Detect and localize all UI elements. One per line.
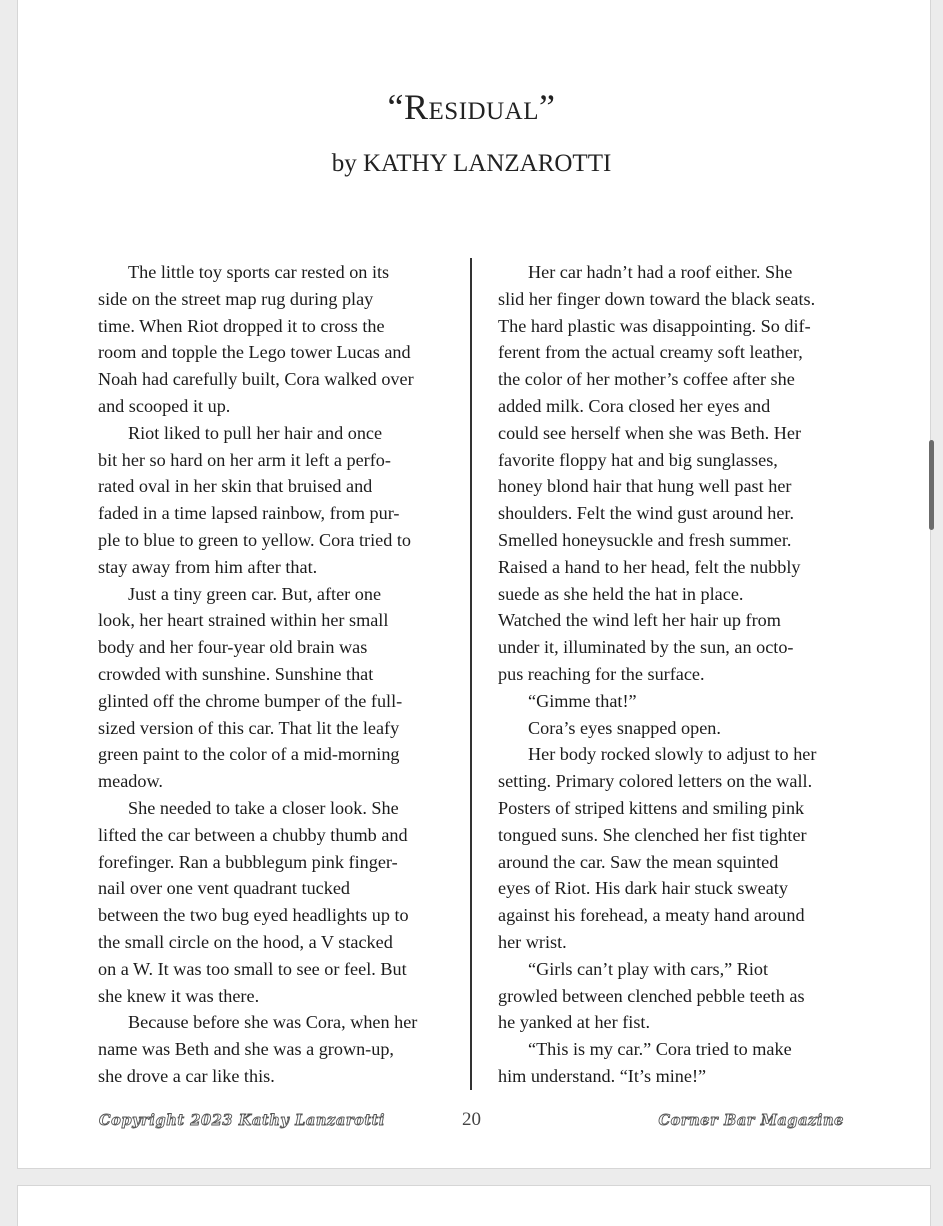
text-line: room and topple the Lego tower Lucas and [98, 342, 411, 363]
text-line: Noah had carefully built, Cora walked over [98, 369, 414, 390]
text-line: bit her so hard on her arm it left a perfo- [98, 449, 391, 470]
text-line: could see herself when she was Beth. Her [498, 422, 802, 443]
paragraph [498, 1036, 848, 1090]
text-line: Her body rocked slowly to adjust to her [528, 744, 817, 765]
text-line: body and her four-year old brain was [98, 637, 368, 658]
text-line: “Gimme that!” [528, 690, 637, 711]
text-line: rated oval in her skin that bruised and [98, 476, 373, 497]
text-line: Smelled honeysuckle and fresh summer. [498, 529, 792, 550]
text-line: favorite floppy hat and big sunglasses, [498, 449, 778, 470]
text-line: pus reaching for the surface. [498, 663, 705, 684]
text-line: Raised a hand to her head, felt the nubbly [498, 556, 801, 577]
paragraph [498, 259, 848, 688]
text-line: around the car. Saw the mean squinted [498, 851, 779, 872]
text-line: honey blond hair that hung well past her [498, 476, 792, 497]
text-line: name was Beth and she was a grown-up, [98, 1039, 394, 1060]
text-line: Posters of striped kittens and smiling pink [498, 797, 805, 818]
text-line: side on the street map rug during play [98, 288, 374, 309]
next-page-edge [18, 1186, 930, 1226]
text-line: tongued suns. She clenched her fist tighter [498, 824, 807, 845]
scrollbar-thumb[interactable] [929, 440, 934, 530]
paragraph [98, 1009, 448, 1089]
text-line: forefinger. Ran a bubblegum pink finger- [98, 851, 398, 872]
text-line: between the two bug eyed headlights up to [98, 905, 409, 926]
page-number: 20 [462, 1109, 481, 1130]
text-line: “Girls can’t play with cars,” Riot [528, 958, 769, 979]
paragraph [498, 688, 848, 715]
paragraph [98, 581, 448, 795]
text-line: she knew it was there. [98, 985, 260, 1006]
text-line: ple to blue to green to yellow. Cora tried to [98, 529, 411, 550]
text-line: suede as she held the hat in place. [498, 583, 744, 604]
text-line: she drove a car like this. [98, 1065, 275, 1086]
text-line: crowded with sunshine. Sunshine that [98, 663, 374, 684]
text-line: stay away from him after that. [98, 556, 318, 577]
text-line: Because before she was Cora, when her [128, 1012, 418, 1033]
text-line: added milk. Cora closed her eyes and [498, 395, 771, 416]
text-line: under it, illuminated by the sun, an octo- [498, 637, 794, 658]
text-line: the small circle on the hood, a V stacked [98, 931, 393, 952]
text-line: lifted the car between a chubby thumb and [98, 824, 408, 845]
text-line: glinted off the chrome bumper of the full- [98, 690, 403, 711]
text-line: shoulders. Felt the wind gust around her. [498, 503, 795, 524]
text-line: eyes of Riot. His dark hair stuck sweaty [498, 878, 788, 899]
paragraph [98, 420, 448, 581]
title-rest: esidual [428, 87, 539, 127]
text-line: The little toy sports car rested on its [128, 262, 390, 282]
text-line: ferent from the actual creamy soft leather, [498, 342, 803, 363]
paragraph [498, 715, 848, 742]
text-line: faded in a time lapsed rainbow, from pur- [98, 503, 400, 524]
paragraph [98, 259, 448, 420]
text-line: slid her finger down toward the black seats. [498, 288, 816, 309]
story-byline: by KATHY LANZAROTTI [331, 150, 612, 177]
text-line: growled between clenched pebble teeth as [498, 985, 805, 1006]
text-line: The hard plastic was disappointing. So dif- [498, 315, 811, 336]
text-line: look, her heart strained within her small [98, 610, 389, 631]
text-line: sized version of this car. That lit the leafy [98, 717, 400, 738]
footer-copyright: Copyright 2023 Kathy Lanzarotti [99, 1112, 386, 1129]
text-line: setting. Primary colored letters on the wall. [498, 771, 813, 792]
paragraph [498, 741, 848, 955]
story-title [0, 86, 943, 128]
text-line: the color of her mother’s coffee after she [498, 369, 795, 390]
text-line: Watched the wind left her hair up from [498, 610, 781, 631]
right-text-column [498, 259, 848, 1090]
text-line: Just a tiny green car. But, after one [128, 583, 382, 604]
paragraph [98, 795, 448, 1009]
text-line: against his forehead, a meaty hand around [498, 905, 805, 926]
text-line: time. When Riot dropped it to cross the [98, 315, 385, 336]
text-line: nail over one vent quadrant tucked [98, 878, 351, 899]
column-divider [470, 258, 472, 1090]
text-line: he yanked at her fist. [498, 1012, 651, 1033]
text-line: Her car hadn’t had a roof either. She [528, 262, 793, 282]
text-line: her wrist. [498, 931, 567, 952]
footer-magazine: Corner Bar Magazine [658, 1112, 844, 1129]
title-close: ” [538, 87, 556, 127]
text-line: green paint to the color of a mid-morning [98, 744, 400, 765]
text-line: and scooped it up. [98, 395, 231, 416]
text-line: “This is my car.” Cora tried to make [528, 1039, 792, 1060]
text-line: Cora’s eyes snapped open. [528, 717, 721, 738]
text-line: Riot liked to pull her hair and once [128, 422, 383, 443]
title-open: “R [387, 87, 429, 127]
text-line: She needed to take a closer look. She [128, 797, 399, 818]
paragraph [498, 956, 848, 1036]
text-line: him understand. “It’s mine!” [498, 1065, 707, 1086]
left-text-column [98, 259, 448, 1090]
text-line: meadow. [98, 771, 163, 792]
text-line: on a W. It was too small to see or feel. But [98, 958, 407, 979]
